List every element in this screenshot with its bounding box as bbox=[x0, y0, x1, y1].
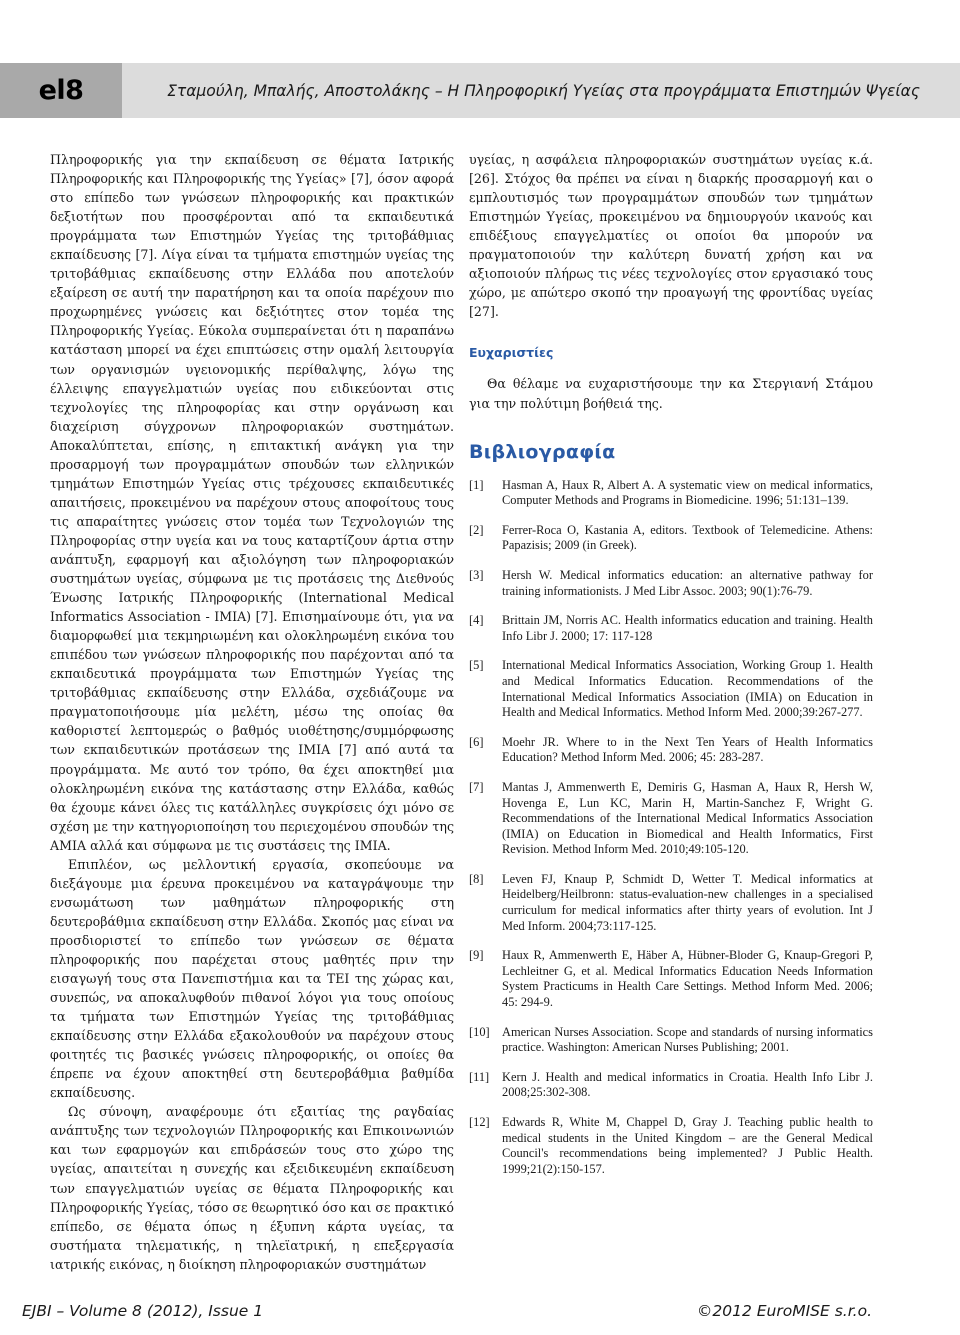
reference-text: Moehr JR. Where to in the Next Ten Years of Health Informatics Education? Method Inform Med. 2006; 45: 283-287. bbox=[502, 734, 873, 765]
page-header bbox=[0, 0, 960, 126]
reference-number: [7] bbox=[469, 779, 484, 794]
reference-item bbox=[469, 780, 873, 858]
reference-text: Haux R, Ammenwerth E, Häber A, Hübner-Bloder G, Knaup-Gregori P, Lechleitner G, et al. Medical Informatics Education Needs Information System Practicums in Health Care Settings. Method Inform Med. 2006; 45: 294-9. bbox=[502, 948, 873, 1010]
reference-text: International Medical Informatics Association, Working Group 1. Health and Medical Informatics Education. Recommendations of the International Medical Informatics Association (IMIA) on Education in Health and Medical Informatics. Method Inform Med. 2000;39:267-277. bbox=[502, 658, 873, 720]
reference-text: Brittain JM, Norris AC. Health informatics education and training. Health Info Libr J. 2000; 17: 117-128 bbox=[502, 613, 873, 643]
body-paragraph: υγείας, η ασφάλεια πληροφοριακών συστημάτων υγείας κ.ά. [26]. Στόχος θα πρέπει να είναι η διαρκής προσαρμογή και ο εμπλουτισμός των προγραμμάτων σπουδών των τμημάτων Επιστημών Υγείας, προκειμένου να δημιουργούν ικανούς και επιδέξιους επαγγελματίες οι οποίοι θα μπορούν να πραγματοποιούν την καλύτερη δυνατή χρήση και να αξιοποιούν πλήρως τις νέες τεχνολογίες στον εργασιακό τους χώρο, με απώτερο σκοπό την προαγωγή της φροντίδας υγείας [27]. bbox=[469, 152, 873, 320]
reference-text: Ferrer-Roca O, Kastania A, editors. Textbook of Telemedicine. Athens: Papazisis; 2009 (in Greek). bbox=[502, 522, 873, 553]
reference-text: Hersh W. Medical informatics education: an alternative pathway for training informationists. J Med Libr Assoc. 2003; 90(1):76-79. bbox=[502, 567, 873, 598]
reference-item bbox=[469, 523, 873, 554]
reference-item bbox=[469, 1025, 873, 1056]
reference-text: Mantas J, Ammenwerth E, Demiris G, Hasman A, Haux R, Hersh W, Hovenga E, Lun KC, Marin H, Martin-Sanchez F, Wright G. Recommendations of the International Medical Informatics Association (IMIA) on Education in Biomedical and Health Informatics, First Revision. Method Inform Med. 2010;49:105-120. bbox=[502, 779, 873, 857]
copyright: ©2012 EuroMISE s.r.o. bbox=[696, 1302, 872, 1320]
reference-number: [5] bbox=[469, 658, 484, 673]
reference-number: [9] bbox=[469, 948, 484, 963]
reference-number: [12] bbox=[469, 1115, 490, 1130]
reference-item bbox=[469, 478, 873, 509]
left-column bbox=[50, 150, 454, 1274]
reference-text: Hasman A, Haux R, Albert A. A systematic view on medical informatics, Computer Methods and Programs in Biomedicine. 1996; 51:131–139. bbox=[502, 477, 873, 508]
reference-text: Kern J. Health and medical informatics in Croatia. Health Info Libr J. 2008;25:302-308. bbox=[502, 1069, 873, 1100]
reference-number: [6] bbox=[469, 734, 484, 749]
right-column bbox=[469, 150, 873, 1191]
reference-text: American Nurses Association. Scope and standards of nursing informatics practice. Washington: American Nurses Publishing; 2001. bbox=[502, 1024, 873, 1055]
reference-number: [11] bbox=[469, 1069, 490, 1084]
reference-item bbox=[469, 1070, 873, 1101]
reference-item bbox=[469, 568, 873, 599]
journal-issue: EJBI – Volume 8 (2012), Issue 1 bbox=[22, 1302, 264, 1320]
reference-item bbox=[469, 948, 873, 1010]
reference-item bbox=[469, 658, 873, 720]
reference-list bbox=[469, 478, 873, 1178]
reference-item bbox=[469, 1115, 873, 1177]
reference-item bbox=[469, 872, 873, 934]
body-paragraph: Επιπλέον, ως μελλοντική εργασία, σκοπεύουμε να διεξάγουμε μια έρευνα προκειμένου να καταγράψουμε την ενσωμάτωση των μαθημάτων πληροφορικής στη δευτεροβάθμια εκπαίδευση στην Ελλάδα. Σκοπός μας είναι να προσδιοριστεί το επίπεδο των γνώσεων σε θέματα πληροφορικής που παρέχεται στους μαθητές πριν την εισαγωγή τους στα Πανεπιστήμια και τα ΤΕΙ της χώρας και, συνεπώς, να αποκαλυφθούν πιθανοί λόγοι για τους οποίους τα τμήματα των Επιστημών Υγείας της τριτοβάθμιας εκπαίδευσης στην Ελλάδα εξακολουθούν να παρέχουν στους φοιτητές τις βασικές γνώσεις πληροφορικής, οι οποίες θα έπρεπε να έχουν αποκτηθεί στη δευτεροβάθμια βαθμίδα εκπαίδευσης. bbox=[50, 856, 454, 1101]
reference-number: [10] bbox=[469, 1024, 490, 1039]
reference-text: Leven FJ, Knaup P, Schmidt D, Wetter T. Medical informatics at Heidelberg/Heilbronn: status-evaluation-new challenges in a specialised curriculum for medical informatics after thirty years of evolution. Int J Med Inform. 2004;73:117-125. bbox=[502, 871, 873, 933]
acknowledgements-text: Θα θέλαμε να ευχαριστήσουμε την κα Στεργιανή Στάμου για την πολύτιμη βοήθειά της. bbox=[469, 376, 873, 411]
references-heading: Βιβλιογραφία bbox=[469, 440, 616, 463]
reference-item bbox=[469, 735, 873, 766]
reference-number: [2] bbox=[469, 522, 484, 537]
page-number-badge: el8 bbox=[0, 63, 122, 118]
reference-number: [4] bbox=[469, 613, 484, 628]
page-footer bbox=[0, 1298, 960, 1328]
reference-text: Edwards R, White M, Chappel D, Gray J. Teaching public health to medical students in the United Kingdom – are the General Medical Council's recommendations being implemented? J Public Health. 1999;21(2):150-157. bbox=[502, 1115, 873, 1176]
body-paragraph: Ως σύνοψη, αναφέρουμε ότι εξαιτίας της ραγδαίας ανάπτυξης των τεχνολογιών Πληροφορικής και Επικοινωνιών και των εφαρμογών και επιδράσεών τους στο χώρο της υγείας, απαιτείται η συνεχής και εξειδικευμένη εκπαίδευση των επαγγελματιών υγείας σε θέματα Πληροφορικής και Πληροφορικής Υγείας, τόσο σε θεωρητικό όσο και σε πρακτικό επίπεδο, σε θέματα όπως η έξυπνη κάρτα υγείας, τα συστήματα τηλεματικής, η τηλεϊατρική, η επεξεργασία ιατρικής εικόνας, η διοίκηση πληροφοριακών συστημάτων bbox=[50, 1104, 454, 1272]
reference-number: [3] bbox=[469, 567, 484, 582]
acknowledgements-heading: Ευχαριστίες bbox=[469, 345, 554, 361]
reference-number: [1] bbox=[469, 477, 484, 492]
reference-number: [8] bbox=[469, 871, 484, 886]
reference-item bbox=[469, 613, 873, 644]
body-paragraph: Πληροφορικής για την εκπαίδευση σε θέματα Ιατρικής Πληροφορικής και Πληροφορικής της Υγείας» [7], όσον αφορά στο επίπεδο των γνώσεων πληροφορικής και πρακτικών δεξιοτήτων που προσφέρονται από τα εκπαιδευτικά προγράμματα των Επιστημών Υγείας της τριτοβάθμιας εκπαίδευσης [7]. Λίγα είναι τα τμήματα επιστημών υγείας της τριτοβάθμιας εκπαίδευσης στην Ελλάδα που αποτελούν εξαίρεση σε αυτή την παρατήρηση και τα οποία παρέχουν πιο προχωρημένες γνώσεις και δεξιότητες στον τομέα της Πληροφορικής Υγείας. Εύκολα συμπεραίνεται ότι η παραπάνω κατάσταση μπορεί να έχει επιπτώσεις στην ομαλή λειτουργία των οργανισμών υγειονομικής περίθαλψης, λόγω της έλλειψης επαγγελματιών υγείας που ειδικεύονται στις τεχνολογίες της πληροφορίας και στην οργάνωση και διαχείριση σύγχρονων πληροφοριακών συστημάτων. Αποκαλύπτεται, επίσης, η επιτακτική ανάγκη για την προσαρμογή των προγραμμάτων σπουδών των ελληνικών τμημάτων Επιστημών Υγείας στις τρέχουσες εκπαιδευτικές απαιτήσεις, προκειμένου να παρέχουν στους αποφοίτους τους τις απαραίτητες γνώσεις στον τομέα των Τεχνολογιών της Πληροφορίας στην υγεία και να τους καταρτίζουν άρτια στην ανάπτυξη, εφαρμογή και αξιολόγηση των πληροφοριακών συστημάτων υγείας, σύμφωνα με τις προτάσεις της Διεθνούς Ένωσης Ιατρικής Πληροφορικής (International Medical Informatics Association - IMIA) [7]. Επισημαίνουμε ότι, για να διαμορφωθεί μια τεκμηριωμένη και ολοκληρωμένη εικόνα του επιπέδου των γνώσεων πληροφορικής που παρέχονται από τα εκπαιδευτικά προγράμματα των Επιστημών Υγείας της τριτοβάθμιας εκπαίδευσης στην Ελλάδα, σχεδιάζουμε να πραγματοποιήσουμε μία μελέτη, μέσω της οποίας θα καθοριστεί λεπτομερώς ο βαθμός υιοθέτησης/συμμόρφωσης των εκπαιδευτικών προτάσεων της IMIA [7] από αυτά τα προγράμματα. Με αυτό τον τρόπο, θα έχει αποκτηθεί μια ολοκληρωμένη εικόνα της κατάστασης στην Ελλάδα, καθώς θα έχουμε κάνει όλες τις κατάλληλες συγκρίσεις όχι μόνο σε σχέση με την κατηγοριοποίηση του περιεχομένου σπουδών της AMIA αλλά και σύμφωνα με τις συστάσεις της IMIA. bbox=[50, 152, 454, 853]
running-title: Σταμούλη, Μπαλής, Αποστολάκης – Η Πληροφορική Υγείας στα προγράμματα Επιστημών Ψγείας bbox=[167, 81, 920, 100]
